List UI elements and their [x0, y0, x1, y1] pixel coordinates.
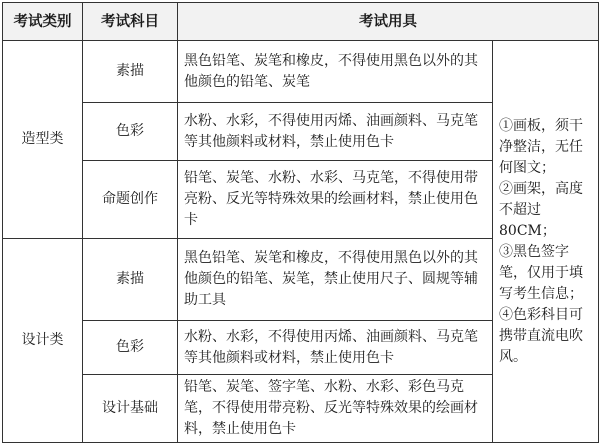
- note-item: ②画架，高度不超过80CM；: [499, 180, 583, 239]
- note-item: ①画板，须干净整洁，无任何图文；: [499, 117, 583, 176]
- table-row: [3, 41, 599, 103]
- tools-cell: 黑色铅笔、炭笔和橡皮，不得使用黑色以外的其他颜色的铅笔、炭笔，禁止使用尺子、圆规等辅助工具: [178, 239, 493, 321]
- category-cell: 设计类: [3, 239, 83, 443]
- subject-cell: 设计基础: [83, 375, 178, 443]
- subject-cell: 素描: [83, 239, 178, 321]
- tools-cell: 铅笔、炭笔、水粉、水彩、马克笔，不得使用带亮粉、反光等特殊效果的绘画材料，禁止使用色卡: [178, 161, 493, 239]
- header-category: 考试类别: [3, 3, 83, 41]
- tools-cell: 水粉、水彩，不得使用丙烯、油画颜料、马克笔等其他颜料或材料，禁止使用色卡: [178, 103, 493, 161]
- header-tools: 考试用具: [178, 3, 599, 41]
- notes-cell: [493, 41, 599, 443]
- subject-cell: 色彩: [83, 103, 178, 161]
- note-item: ③黑色签字笔，仅用于填写考生信息；: [499, 243, 583, 302]
- tools-cell: 水粉、水彩，不得使用丙烯、油画颜料、马克笔等其他颜料或材料，禁止使用色卡: [178, 321, 493, 375]
- tools-cell: 黑色铅笔、炭笔和橡皮，不得使用黑色以外的其他颜色的铅笔、炭笔: [178, 41, 493, 103]
- exam-tools-table: [2, 2, 599, 443]
- tools-cell: 铅笔、炭笔、签字笔、水粉、水彩、彩色马克笔，不得使用带亮粉、反光等特殊效果的绘画材料，禁止使用色卡: [178, 375, 493, 443]
- category-cell: 造型类: [3, 41, 83, 239]
- subject-cell: 命题创作: [83, 161, 178, 239]
- subject-cell: 色彩: [83, 321, 178, 375]
- header-subject: 考试科目: [83, 3, 178, 41]
- header-row: [3, 3, 599, 41]
- subject-cell: 素描: [83, 41, 178, 103]
- note-item: ④色彩科目可携带直流电吹风。: [499, 306, 583, 365]
